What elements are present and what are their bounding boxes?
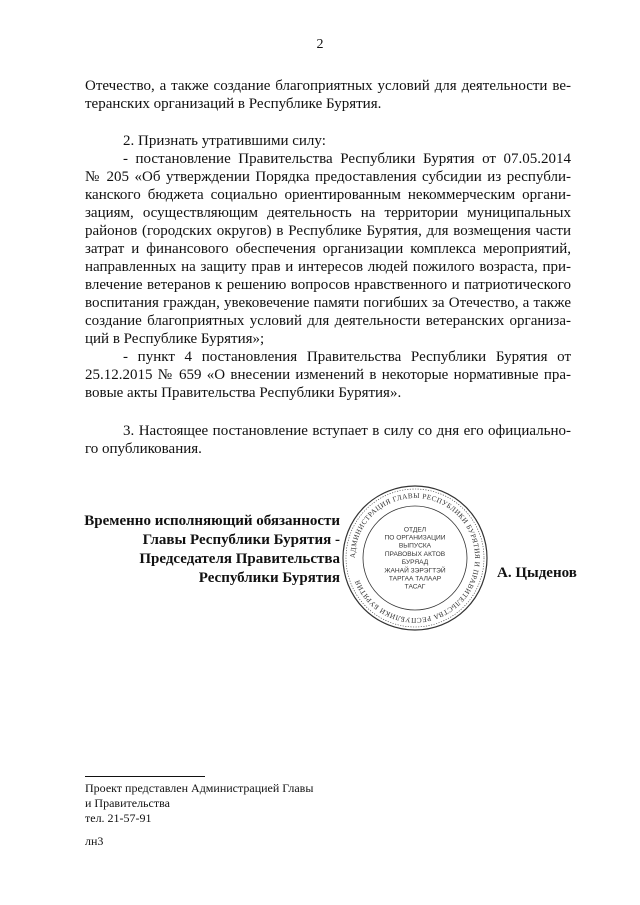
svg-text:АДМИНИСТРАЦИЯ ГЛАВЫ РЕСПУБЛИКИ [349, 492, 481, 624]
body-line: 3. Настоящее постановление вступает в силу со дня его официально- [123, 423, 571, 439]
stamp-ring-text: АДМИНИСТРАЦИЯ ГЛАВЫ РЕСПУБЛИКИ БУРЯТИЯ И ПРАВИТЕЛЬСТВА РЕСПУБЛИКИ БУРЯТИЯ [348, 491, 482, 625]
body-line: направленных на защиту прав и интересов людей пожилого возраста, при- [85, 259, 571, 275]
stamp-center-line: БУРЯАД [401, 559, 429, 567]
footer-divider [85, 776, 205, 777]
signature-title-line: Главы Республики Бурятия - [142, 532, 340, 548]
footer-code: лн3 [85, 834, 104, 848]
signature-title-line: Временно исполняющий обязанности [84, 513, 340, 529]
body-line: Отечество, а также создание благоприятных условий для деятельности ве- [85, 78, 571, 94]
body-line: - пункт 4 постановления Правительства Республики Бурятия от [123, 349, 571, 365]
body-line: влечение ветеранов к решению вопросов нравственного и патриотического [85, 277, 571, 293]
signature-title-line: Республики Бурятия [198, 570, 340, 586]
stamp-center-line: ВЫПУСКА [398, 542, 432, 550]
body-line: теранских организаций в Республике Бурятия. [85, 96, 382, 112]
body-line: ций в Республике Бурятия»; [85, 331, 265, 347]
footer-line: тел. 21-57-91 [85, 811, 152, 825]
body-line: зациям, осуществляющим деятельность на территории муниципальных [85, 205, 571, 221]
body-line: - постановление Правительства Республики Бурятия от 07.05.2014 [123, 151, 571, 167]
body-line: воспитания граждан, увековечение памяти погибших за Отечество, а также [85, 295, 571, 311]
body-line: затрат и финансового обеспечения организации комплекса мероприятий, [85, 241, 571, 257]
body-line: канского бюджета социально ориентированным некоммерческим органи- [85, 187, 571, 203]
body-line: вовые акты Правительства Республики Бурятия». [85, 385, 402, 401]
page-number: 2 [316, 37, 324, 52]
body-line: 2. Признать утратившими силу: [123, 133, 326, 149]
signature-title-line: Председателя Правительства [139, 551, 340, 567]
body-line: районов (городских округов) в Республике Бурятия, для возмещения части [85, 223, 571, 239]
footer-line: Проект представлен Администрацией Главы [85, 781, 314, 795]
stamp-center-line: ПО ОРГАНИЗАЦИИ [384, 534, 446, 542]
stamp-center-line: ЖАНАЙ ЗЭРЭГТЭЙ [384, 567, 446, 575]
stamp-center-line: ОТДЕЛ [403, 526, 427, 534]
stamp-center-line: ТАСАГ [404, 583, 426, 591]
stamp-center-line: ТАРГАА ТАЛААР [388, 575, 442, 583]
body-line: № 205 «Об утверждении Порядка предоставления субсидии из республи- [85, 169, 571, 185]
signatory-name: А. Цыденов [497, 565, 577, 581]
stamp-center-line: ПРАВОВЫХ АКТОВ [384, 550, 446, 558]
footer-line: и Правительства [85, 796, 170, 810]
body-line: создание благоприятных условий для деятельности ветеранских организа- [85, 313, 571, 329]
official-stamp [340, 483, 490, 633]
body-line: го опубликования. [85, 441, 202, 457]
body-line: 25.12.2015 № 659 «О внесении изменений в некоторые нормативные пра- [85, 367, 571, 383]
